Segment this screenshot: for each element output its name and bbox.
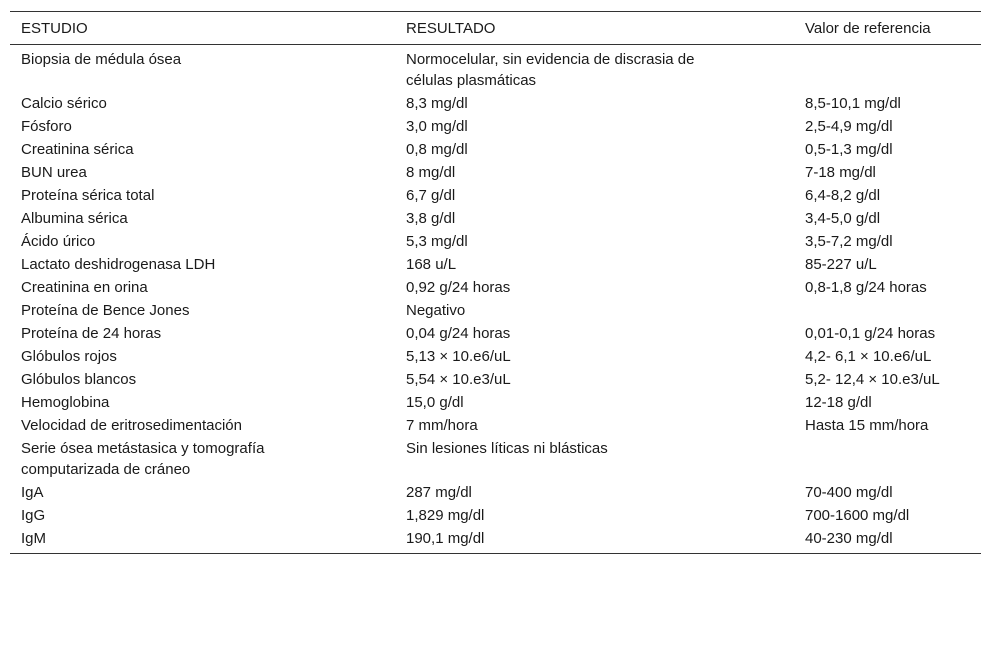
resultado-cell: 8,3 mg/dl bbox=[406, 95, 468, 112]
resultado-cell: 15,0 g/dl bbox=[406, 394, 464, 411]
resultado-cell bbox=[395, 45, 794, 93]
resultado-cell: Negativo bbox=[406, 302, 466, 319]
resultado-cell: 5,54 × 10.e3/uL bbox=[406, 371, 511, 388]
referencia-cell bbox=[794, 299, 981, 322]
estudio-cell: Hemoglobina bbox=[21, 394, 110, 411]
header-referencia: Valor de referencia bbox=[805, 19, 931, 37]
referencia-cell bbox=[794, 322, 981, 345]
resultado-cell: 8 mg/dl bbox=[406, 164, 456, 181]
estudio-cell: Fósforo bbox=[21, 118, 72, 135]
header-estudio: ESTUDIO bbox=[21, 19, 88, 37]
resultado-cell: 7 mm/hora bbox=[406, 417, 478, 434]
referencia-text: Hasta 15 mm/hora bbox=[805, 417, 929, 434]
table-row bbox=[10, 527, 981, 554]
table-row bbox=[10, 253, 981, 276]
table-row bbox=[10, 437, 981, 481]
resultado-cell: 287 mg/dl bbox=[406, 484, 472, 501]
estudio-cell: IgG bbox=[21, 507, 46, 524]
estudio-cell: Biopsia de médula ósea bbox=[21, 51, 182, 68]
referencia-cell: 3,4-5,0 g/dl bbox=[805, 210, 881, 227]
referencia-cell: 700-1600 mg/dl bbox=[805, 507, 910, 524]
estudio-cell: Proteína sérica total bbox=[21, 187, 155, 204]
resultado-cell: 1,829 mg/dl bbox=[406, 507, 485, 524]
table-row bbox=[10, 368, 981, 391]
resultado-cell: 190,1 mg/dl bbox=[406, 530, 485, 547]
estudio-cell: Proteína de Bence Jones bbox=[21, 302, 190, 319]
estudio-cell: Velocidad de eritrosedimentación bbox=[21, 417, 242, 434]
resultado-cell: Sin lesiones líticas ni blásticas bbox=[406, 440, 608, 457]
table-row bbox=[10, 207, 981, 230]
table-row bbox=[10, 45, 981, 93]
referencia-cell: 0,5-1,3 mg/dl bbox=[805, 141, 893, 158]
table-row bbox=[10, 391, 981, 414]
resultado-cell: 5,13 × 10.e6/uL bbox=[406, 348, 511, 365]
table-header-row bbox=[10, 12, 981, 45]
table-row bbox=[10, 276, 981, 299]
referencia-cell: 6,4-8,2 g/dl bbox=[805, 187, 881, 204]
resultado-cell: 168 u/L bbox=[406, 256, 457, 273]
referencia-cell: 85-227 u/L bbox=[805, 256, 877, 273]
referencia-cell bbox=[794, 414, 981, 437]
referencia-cell: 2,5-4,9 mg/dl bbox=[805, 118, 893, 135]
referencia-cell: 12-18 g/dl bbox=[805, 394, 872, 411]
referencia-cell bbox=[794, 437, 981, 481]
estudio-cell: IgA bbox=[21, 484, 44, 501]
estudio-cell: Glóbulos blancos bbox=[21, 371, 137, 388]
lab-results-table bbox=[10, 11, 981, 554]
estudio-cell: Proteína de 24 horas bbox=[21, 325, 162, 342]
estudio-cell: Calcio sérico bbox=[21, 95, 107, 112]
referencia-cell: 3,5-7,2 mg/dl bbox=[805, 233, 893, 250]
referencia-text: 0,01-0,1 g/24 horas bbox=[805, 325, 936, 342]
resultado-cell: 0,92 g/24 horas bbox=[406, 279, 511, 296]
table-row bbox=[10, 184, 981, 207]
estudio-cell: IgM bbox=[21, 530, 47, 547]
table-row bbox=[10, 92, 981, 115]
resultado-cell: 0,8 mg/dl bbox=[406, 141, 468, 158]
referencia-text: 5,2- 12,4 × 10.e3/uL bbox=[805, 371, 940, 388]
estudio-cell: Creatinina en orina bbox=[21, 279, 148, 296]
resultado-cell: 3,0 mg/dl bbox=[406, 118, 468, 135]
table-row bbox=[10, 138, 981, 161]
estudio-cell: Creatinina sérica bbox=[21, 141, 134, 158]
estudio-cell bbox=[10, 437, 395, 481]
table-row bbox=[10, 414, 981, 437]
estudio-cell: Ácido úrico bbox=[21, 233, 96, 250]
resultado-cell: 5,3 mg/dl bbox=[406, 233, 468, 250]
table-row bbox=[10, 504, 981, 527]
estudio-text: Serie ósea metástasica y tomografía computarizada de cráneo bbox=[21, 440, 265, 478]
resultado-cell: 3,8 g/dl bbox=[406, 210, 456, 227]
referencia-cell: 40-230 mg/dl bbox=[805, 530, 893, 547]
estudio-cell: BUN urea bbox=[21, 164, 87, 181]
table-row bbox=[10, 299, 981, 322]
referencia-cell bbox=[794, 45, 981, 93]
referencia-cell: 70-400 mg/dl bbox=[805, 484, 893, 501]
referencia-cell bbox=[794, 276, 981, 299]
estudio-cell: Lactato deshidrogenasa LDH bbox=[21, 256, 216, 273]
referencia-cell: 7-18 mg/dl bbox=[805, 164, 876, 181]
estudio-cell: Glóbulos rojos bbox=[21, 348, 117, 365]
referencia-cell bbox=[794, 345, 981, 368]
table-row bbox=[10, 115, 981, 138]
table-row bbox=[10, 345, 981, 368]
header-resultado: RESULTADO bbox=[406, 19, 496, 37]
estudio-cell: Albumina sérica bbox=[21, 210, 128, 227]
resultado-cell: 6,7 g/dl bbox=[406, 187, 456, 204]
referencia-text: 0,8-1,8 g/24 horas bbox=[805, 279, 927, 296]
resultado-text: Normocelular, sin evidencia de discrasia de células plasmáticas bbox=[406, 51, 695, 89]
resultado-cell: 0,04 g/24 horas bbox=[406, 325, 511, 342]
referencia-text: 4,2- 6,1 × 10.e6/uL bbox=[805, 348, 932, 365]
table-row bbox=[10, 161, 981, 184]
referencia-cell bbox=[794, 368, 981, 391]
table-row bbox=[10, 322, 981, 345]
table-row bbox=[10, 481, 981, 504]
referencia-cell: 8,5-10,1 mg/dl bbox=[805, 95, 901, 112]
table-row bbox=[10, 230, 981, 253]
